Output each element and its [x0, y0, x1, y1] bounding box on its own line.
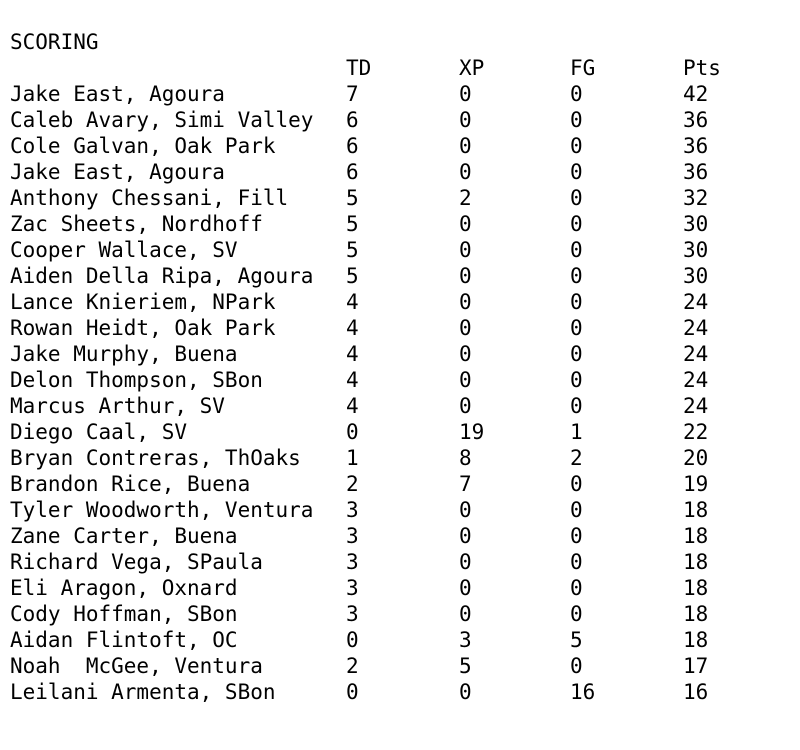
fg-value: 1 — [570, 420, 583, 444]
xp-value: 0 — [459, 368, 472, 392]
td-value: 3 — [346, 550, 359, 574]
td-value: 3 — [346, 524, 359, 548]
pts-value: 30 — [683, 264, 709, 288]
pts-value: 42 — [683, 82, 709, 106]
xp-value: 0 — [459, 238, 472, 262]
td-value: 6 — [346, 108, 359, 132]
table-row — [10, 601, 709, 627]
table-row — [10, 679, 709, 705]
player-name: Bryan Contreras, ThOaks — [10, 446, 301, 470]
pts-value: 30 — [683, 238, 709, 262]
fg-value: 0 — [570, 524, 583, 548]
td-value: 0 — [346, 628, 359, 652]
fg-value: 0 — [570, 108, 583, 132]
player-name: Eli Aragon, Oxnard — [10, 576, 238, 600]
xp-value: 0 — [459, 498, 472, 522]
table-row — [10, 107, 709, 133]
table-row — [10, 237, 709, 263]
td-value: 0 — [346, 680, 359, 704]
table-row — [10, 549, 709, 575]
table-row — [10, 393, 709, 419]
table-row — [10, 159, 709, 185]
xp-value: 0 — [459, 212, 472, 236]
table-row — [10, 367, 709, 393]
table-row — [10, 497, 709, 523]
player-name: Anthony Chessani, Fill — [10, 186, 289, 210]
player-name: Leilani Armenta, SBon — [10, 680, 276, 704]
player-name: Zane Carter, Buena — [10, 524, 238, 548]
table-row — [10, 341, 709, 367]
scoring-table-body — [10, 81, 709, 705]
table-row — [10, 575, 709, 601]
pts-value: 18 — [683, 602, 709, 626]
table-row — [10, 185, 709, 211]
player-name: Jake Murphy, Buena — [10, 342, 238, 366]
player-name: Aiden Della Ripa, Agoura — [10, 264, 314, 288]
fg-value: 0 — [570, 82, 583, 106]
xp-value: 7 — [459, 472, 472, 496]
pts-value: 24 — [683, 368, 709, 392]
player-name: Aidan Flintoft, OC — [10, 628, 238, 652]
pts-value: 18 — [683, 550, 709, 574]
xp-value: 0 — [459, 680, 472, 704]
td-value: 3 — [346, 576, 359, 600]
table-row — [10, 289, 709, 315]
xp-value: 0 — [459, 576, 472, 600]
scoring-document — [10, 29, 721, 705]
xp-value: 8 — [459, 446, 472, 470]
pts-value: 30 — [683, 212, 709, 236]
table-row — [10, 653, 709, 679]
pts-value: 36 — [683, 108, 709, 132]
table-row — [10, 211, 709, 237]
pts-value: 36 — [683, 160, 709, 184]
xp-value: 0 — [459, 550, 472, 574]
xp-value: 0 — [459, 160, 472, 184]
xp-value: 0 — [459, 82, 472, 106]
td-value: 5 — [346, 264, 359, 288]
td-value: 4 — [346, 394, 359, 418]
player-name: Rowan Heidt, Oak Park — [10, 316, 276, 340]
fg-value: 2 — [570, 446, 583, 470]
td-value: 6 — [346, 160, 359, 184]
fg-value: 0 — [570, 160, 583, 184]
fg-value: 0 — [570, 238, 583, 262]
column-header-td: TD — [346, 56, 372, 80]
fg-value: 0 — [570, 576, 583, 600]
xp-value: 0 — [459, 602, 472, 626]
fg-value: 16 — [570, 680, 596, 704]
player-name: Tyler Woodworth, Ventura — [10, 498, 314, 522]
td-value: 4 — [346, 290, 359, 314]
table-row — [10, 263, 709, 289]
player-name: Jake East, Agoura — [10, 82, 225, 106]
xp-value: 0 — [459, 290, 472, 314]
player-name: Noah McGee, Ventura — [10, 654, 263, 678]
xp-value: 3 — [459, 628, 472, 652]
td-value: 4 — [346, 316, 359, 340]
fg-value: 0 — [570, 498, 583, 522]
td-value: 7 — [346, 82, 359, 106]
pts-value: 18 — [683, 498, 709, 522]
fg-value: 0 — [570, 186, 583, 210]
player-name: Marcus Arthur, SV — [10, 394, 225, 418]
td-value: 3 — [346, 602, 359, 626]
fg-value: 0 — [570, 550, 583, 574]
column-header-xp: XP — [459, 56, 485, 80]
player-name: Cooper Wallace, SV — [10, 238, 238, 262]
pts-value: 16 — [683, 680, 709, 704]
pts-value: 24 — [683, 316, 709, 340]
pts-value: 24 — [683, 342, 709, 366]
xp-value: 0 — [459, 316, 472, 340]
fg-value: 0 — [570, 316, 583, 340]
fg-value: 0 — [570, 368, 583, 392]
fg-value: 0 — [570, 394, 583, 418]
xp-value: 0 — [459, 394, 472, 418]
table-row — [10, 315, 709, 341]
fg-value: 0 — [570, 212, 583, 236]
pts-value: 20 — [683, 446, 709, 470]
player-name: Zac Sheets, Nordhoff — [10, 212, 263, 236]
pts-value: 17 — [683, 654, 709, 678]
pts-value: 24 — [683, 394, 709, 418]
td-value: 0 — [346, 420, 359, 444]
player-name: Diego Caal, SV — [10, 420, 188, 444]
column-header-pts: Pts — [683, 56, 721, 80]
player-name: Lance Knieriem, NPark — [10, 290, 276, 314]
xp-value: 2 — [459, 186, 472, 210]
td-value: 4 — [346, 342, 359, 366]
player-name: Richard Vega, SPaula — [10, 550, 263, 574]
player-name: Jake East, Agoura — [10, 160, 225, 184]
xp-value: 5 — [459, 654, 472, 678]
pts-value: 32 — [683, 186, 709, 210]
td-value: 2 — [346, 472, 359, 496]
player-name: Brandon Rice, Buena — [10, 472, 251, 496]
player-name: Delon Thompson, SBon — [10, 368, 263, 392]
xp-value: 0 — [459, 264, 472, 288]
fg-value: 0 — [570, 134, 583, 158]
xp-value: 0 — [459, 342, 472, 366]
fg-value: 0 — [570, 602, 583, 626]
table-row — [10, 81, 709, 107]
xp-value: 0 — [459, 134, 472, 158]
pts-value: 24 — [683, 290, 709, 314]
table-row — [10, 445, 709, 471]
td-value: 3 — [346, 498, 359, 522]
pts-value: 18 — [683, 524, 709, 548]
table-row — [10, 627, 709, 653]
pts-value: 22 — [683, 420, 709, 444]
player-name: Caleb Avary, Simi Valley — [10, 108, 314, 132]
player-name: Cody Hoffman, SBon — [10, 602, 238, 626]
td-value: 2 — [346, 654, 359, 678]
pts-value: 19 — [683, 472, 709, 496]
table-row — [10, 523, 709, 549]
pts-value: 18 — [683, 628, 709, 652]
xp-value: 0 — [459, 524, 472, 548]
table-row — [10, 419, 709, 445]
td-value: 1 — [346, 446, 359, 470]
pts-value: 18 — [683, 576, 709, 600]
table-row — [10, 471, 709, 497]
column-header-fg: FG — [570, 56, 596, 80]
td-value: 5 — [346, 186, 359, 210]
fg-value: 0 — [570, 472, 583, 496]
fg-value: 0 — [570, 654, 583, 678]
player-name: Cole Galvan, Oak Park — [10, 134, 276, 158]
fg-value: 0 — [570, 290, 583, 314]
xp-value: 19 — [459, 420, 485, 444]
td-value: 6 — [346, 134, 359, 158]
column-header-row — [10, 55, 721, 81]
fg-value: 0 — [570, 264, 583, 288]
pts-value: 36 — [683, 134, 709, 158]
td-value: 5 — [346, 238, 359, 262]
td-value: 5 — [346, 212, 359, 236]
fg-value: 0 — [570, 342, 583, 366]
xp-value: 0 — [459, 108, 472, 132]
table-row — [10, 133, 709, 159]
section-title: SCORING — [10, 30, 99, 54]
td-value: 4 — [346, 368, 359, 392]
fg-value: 5 — [570, 628, 583, 652]
